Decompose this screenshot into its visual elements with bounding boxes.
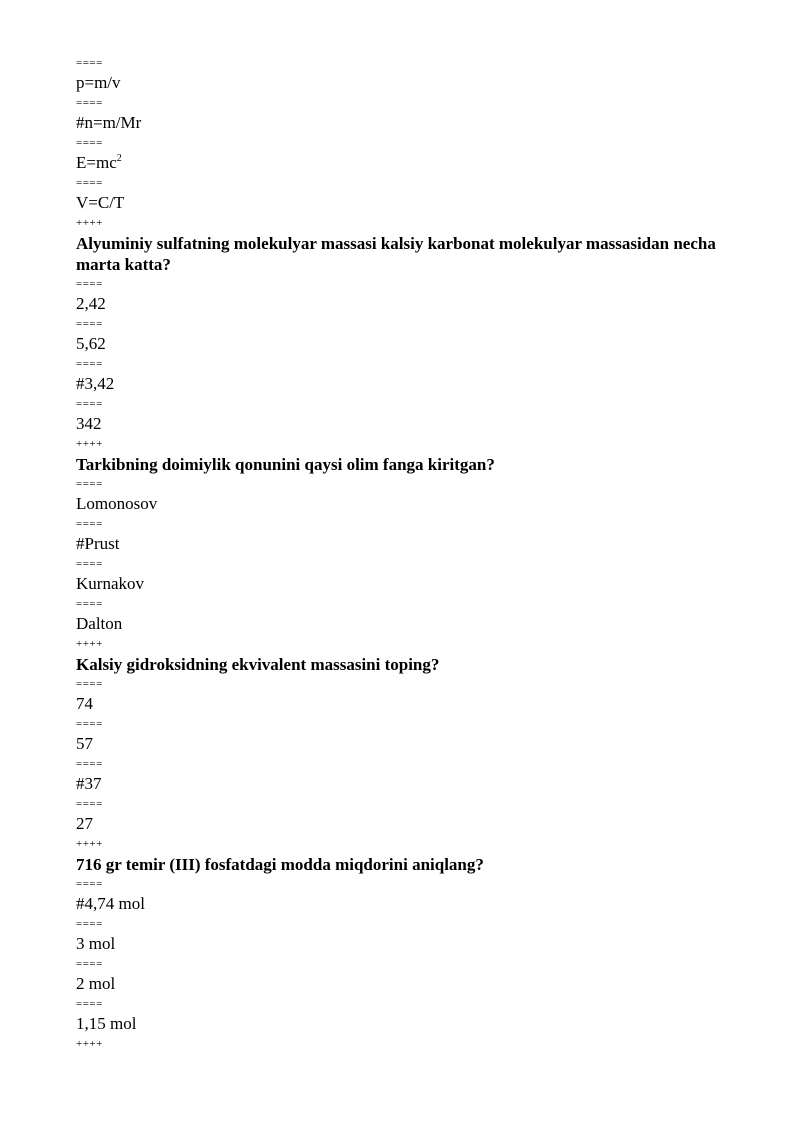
answer-option: #4,74 mol	[76, 894, 145, 913]
option-separator: ====	[76, 318, 103, 330]
answer-option: 57	[76, 734, 93, 753]
option-separator: ====	[76, 878, 103, 890]
option-separator: ====	[76, 97, 103, 109]
question-text: Alyuminiy sulfatning molekulyar massasi kalsiy karbonat molekulyar massasidan necha marta katta?	[76, 234, 716, 274]
option-separator: ====	[76, 177, 103, 189]
option-separator: ====	[76, 998, 103, 1010]
option-separator: ====	[76, 478, 103, 490]
answer-option: Lomonosov	[76, 494, 158, 513]
answer-option: #Prust	[76, 534, 120, 553]
answer-option: Dalton	[76, 614, 123, 633]
test-document	[76, 56, 756, 1051]
question-text: Kalsiy gidroksidning ekvivalent massasini toping?	[76, 655, 440, 674]
answer-option: 5,62	[76, 334, 106, 353]
answer-option: #n=m/Mr	[76, 113, 142, 132]
formula-exponent: 2	[116, 153, 122, 164]
answer-option: p=m/v	[76, 73, 121, 92]
option-separator: ====	[76, 358, 103, 370]
question-text: 716 gr temir (III) fosfatdagi modda miqdorini aniqlang?	[76, 855, 484, 874]
answer-option: V=C/T	[76, 193, 125, 212]
question-separator: ++++	[76, 638, 103, 650]
answer-option: 27	[76, 814, 93, 833]
answer-option: #37	[76, 774, 102, 793]
question-separator: ++++	[76, 438, 103, 450]
answer-option: Kurnakov	[76, 574, 144, 593]
answer-option: #3,42	[76, 374, 115, 393]
question-separator: ++++	[76, 217, 103, 229]
answer-option: 1,15 mol	[76, 1014, 137, 1033]
answer-option: 2 mol	[76, 974, 116, 993]
option-separator: ====	[76, 57, 103, 69]
option-separator: ====	[76, 718, 103, 730]
question-separator: ++++	[76, 838, 103, 850]
option-separator: ====	[76, 758, 103, 770]
question-separator: ++++	[76, 1038, 103, 1050]
answer-option: 342	[76, 414, 102, 433]
answer-option: 74	[76, 694, 93, 713]
option-separator: ====	[76, 278, 103, 290]
option-separator: ====	[76, 798, 103, 810]
option-separator: ====	[76, 678, 103, 690]
option-separator: ====	[76, 918, 103, 930]
question-text: Tarkibning doimiylik qonunini qaysi olim fanga kiritgan?	[76, 455, 495, 474]
option-separator: ====	[76, 518, 103, 530]
formula-base: E=mc	[76, 153, 117, 172]
option-separator: ====	[76, 398, 103, 410]
option-separator: ====	[76, 558, 103, 570]
answer-option-formula	[76, 150, 756, 176]
answer-option: 3 mol	[76, 934, 116, 953]
option-separator: ====	[76, 137, 103, 149]
option-separator: ====	[76, 958, 103, 970]
answer-option: 2,42	[76, 294, 106, 313]
option-separator: ====	[76, 598, 103, 610]
